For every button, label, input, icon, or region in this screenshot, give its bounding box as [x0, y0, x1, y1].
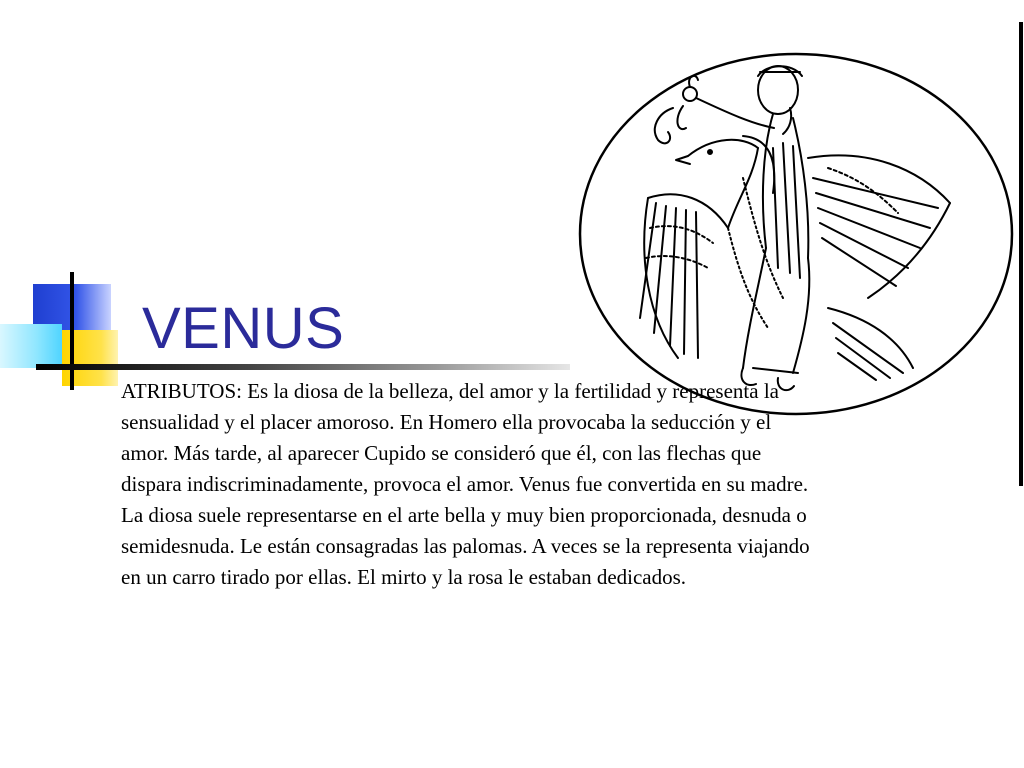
body-line: en un carro tirado por ellas. El mirto y la rosa le estaban dedicados. [121, 565, 687, 589]
venus-goose-illustration [578, 28, 1018, 420]
body-line: dispara indiscriminadamente, provoca el amor. Venus fue convertida en su madre. [121, 472, 809, 496]
body-line: sensualidad y el placer amoroso. En Homero ella provocaba la seducción y el [121, 410, 772, 434]
body-line: semidesnuda. Le están consagradas las palomas. A veces se la representa viajando [121, 534, 810, 558]
title-underline [36, 364, 570, 370]
body-line: La diosa suele representarse en el arte bella y muy bien proporcionada, desnuda o [121, 503, 807, 527]
slide-title: VENUS [142, 296, 345, 361]
decor-vertical-line [70, 272, 74, 390]
body-line: amor. Más tarde, al aparecer Cupido se consideró que él, con las flechas que [121, 441, 762, 465]
body-line: ATRIBUTOS: Es la diosa de la belleza, del amor y la fertilidad y representa la [121, 379, 779, 403]
right-edge-bar [1019, 22, 1023, 486]
decor-cyan-square [0, 324, 62, 368]
body-text [121, 376, 971, 593]
